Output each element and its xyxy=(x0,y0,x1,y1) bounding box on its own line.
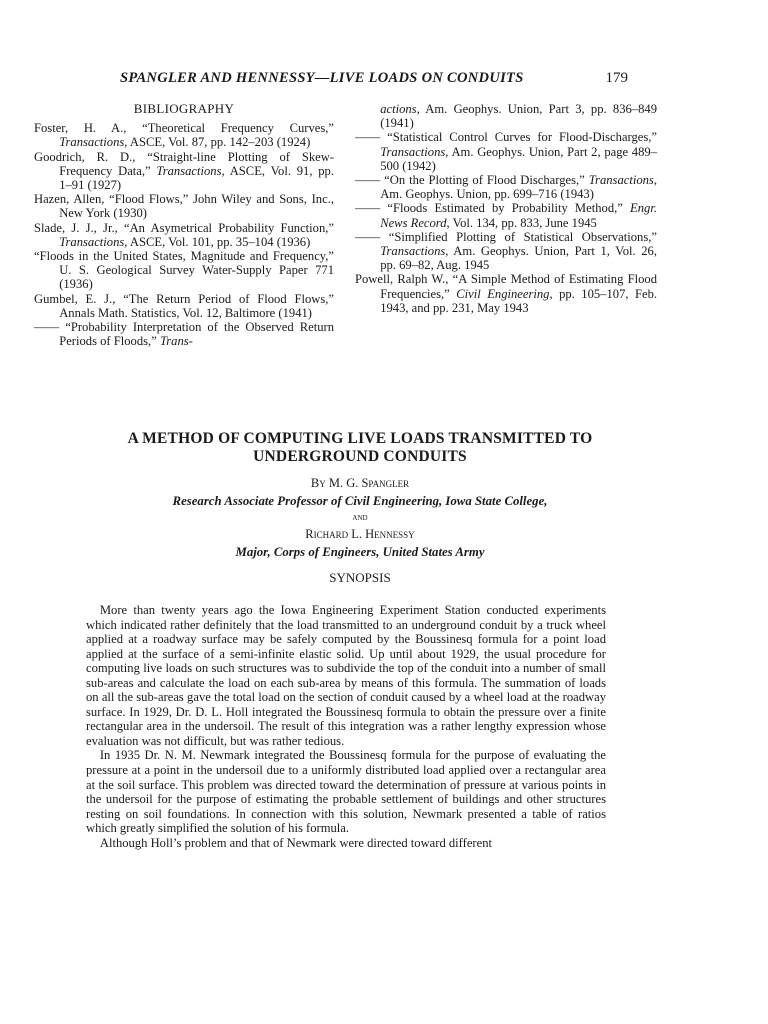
article-header xyxy=(60,430,660,586)
author-affiliation: Major, Corps of Engineers, United States Army xyxy=(235,545,485,559)
bibliography-entry: Slade, J. J., Jr., “An Asymetrical Probability Function,” Transactions, ASCE, Vol. 101, pp. 35–104 (1936) xyxy=(34,220,334,249)
bibliography-right-column xyxy=(355,102,657,315)
bibliography-entry: —— “Probability Interpretation of the Observed Return Periods of Floods,” Trans- xyxy=(34,320,334,349)
bibliography-entry: —— “Floods Estimated by Probability Method,” Engr. News Record, Vol. 134, pp. 833, June 1945 xyxy=(355,201,657,230)
author-byline: By M. G. Spangler xyxy=(310,476,410,490)
bibliography-entry: —— “On the Plotting of Flood Discharges,” Transactions, Am. Geophys. Union, pp. 699–716 (1943) xyxy=(355,173,657,202)
bibliography-entry: —— “Simplified Plotting of Statistical Observations,” Transactions, Am. Geophys. Union, Part 1, Vol. 26, pp. 69–82, Aug. 1945 xyxy=(355,229,657,273)
paragraph: Although Holl’s problem and that of Newmark were directed toward different xyxy=(99,835,493,850)
author-name: M. G. Spangler xyxy=(328,476,410,490)
conjunction: and xyxy=(352,513,368,523)
author-name: Richard L. Hennessy xyxy=(305,527,415,541)
bibliography-entry-continuation: actions, Am. Geophys. Union, Part 3, pp. 836–849 (1941) xyxy=(380,102,657,131)
synopsis-body xyxy=(86,603,606,850)
bibliography-entry: Goodrich, R. D., “Straight-line Plotting of Skew-Frequency Data,” Transactions, ASCE, Vol. 91, pp. 1–91 (1927) xyxy=(34,149,335,193)
paragraph: In 1935 Dr. N. M. Newmark integrated the Boussinesq formula for the purpose of evaluating the pressure at a point in the undersoil due to a uniformly distributed load applied over a rectangular area at the soil surface. This problem was directed toward the determination of pressure at various points in the undersoil for the purpose of estimating the probable settlement of buildings and other structures resting on soil foundations. In connection with this solution, Newmark presented a table of ratios which greatly simplified the solution of his formula. xyxy=(86,748,606,836)
synopsis-heading: SYNOPSIS xyxy=(329,570,391,585)
bibliography-entry: Foster, H. A., “Theoretical Frequency Curves,” Transactions, ASCE, Vol. 87, pp. 142–203 (1924) xyxy=(34,121,334,150)
bibliography-entry: —— “Statistical Control Curves for Flood-Discharges,” Transactions, Am. Geophys. Union, Part 2, page 489–500 (1942) xyxy=(355,130,657,173)
bibliography-heading: BIBLIOGRAPHY xyxy=(133,101,235,116)
bibliography-entry: Hazen, Allen, “Flood Flows,” John Wiley and Sons, Inc., New York (1930) xyxy=(34,192,334,221)
running-head: SPANGLER AND HENNESSY—LIVE LOADS ON CONDUITS xyxy=(120,70,524,86)
author-byline xyxy=(60,527,660,542)
bibliography-entry: “Floods in the United States, Magnitude and Frequency,” U. S. Geological Survey Water-Supply Paper 771 (1936) xyxy=(34,249,334,292)
bibliography-left-column xyxy=(34,102,334,348)
page-number: 179 xyxy=(605,70,628,86)
bibliography-entry: Gumbel, E. J., “The Return Period of Flood Flows,” Annals Math. Statistics, Vol. 12, Baltimore (1941) xyxy=(34,291,334,320)
article-title: A METHOD OF COMPUTING LIVE LOADS TRANSMITTED TO UNDERGROUND CONDUITS xyxy=(127,430,593,465)
paragraph: More than twenty years ago the Iowa Engineering Experiment Station conducted experiments which indicated rather definitely that the load transmitted to an underground conduit by a truck wheel applied at a roadway surface may be safely computed by the Boussinesq formula for a point load applied at the surface of a semi-infinite elastic solid. Up until about 1929, the usual procedure for computing live loads on such structures was to subdivide the top of the conduit into a number of small sub-areas and calculate the load on each sub-area by means of this formula. The summation of loads on all the sub-areas gave the total load on the section of conduit caused by a wheel load at the roadway surface. In 1929, Dr. D. L. Holl integrated the Boussinesq formula to obtain the pressure over a finite rectangular area in the undersoil. The result of this integration was a rather lengthy expression whose evaluation was not difficult, but was rather tedious. xyxy=(86,603,606,748)
author-affiliation: Research Associate Professor of Civil Engineering, Iowa State College, xyxy=(172,494,548,508)
bibliography-entry: Powell, Ralph W., “A Simple Method of Estimating Flood Frequencies,” Civil Engineering, pp. 105–107, Feb. 1943, and pp. 231, May 1943 xyxy=(355,272,658,315)
